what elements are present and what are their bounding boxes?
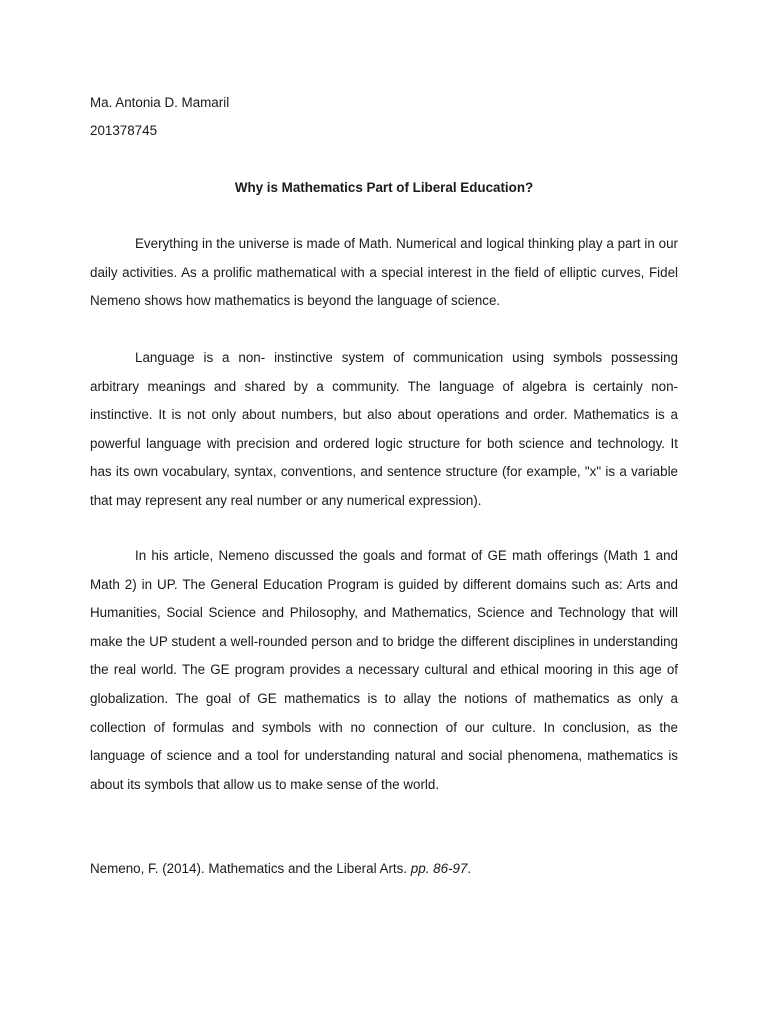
paragraph-intro: Everything in the universe is made of Math. Numerical and logical thinking play a part in our daily activities. As a prolific mathematical with a special interest in the field of elliptic curves, Fidel Nemeno shows how mathematics is beyond the language of science. [90,236,678,309]
student-id: 201378745 [90,123,158,138]
essay-title: Why is Mathematics Part of Liberal Education? [234,180,534,195]
citation-end: . [467,861,472,876]
citation [90,855,678,884]
citation-pages: pp. 86-97 [410,861,468,876]
paragraph-article: In his article, Nemeno discussed the goals and format of GE math offerings (Math 1 and Math 2) in UP. The General Education Program is guided by different domains such as: Arts and Humanities, Social Science and Philosophy, and Mathematics, Science and Technology that will make the UP student a well-rounded person and to bridge the different disciplines in understanding the real world. The GE program provides a necessary cultural and ethical mooring in this age of globalization. The goal of GE mathematics is to allay the notions of mathematics as only a collection of formulas and symbols with no connection of our culture. In conclusion, as the language of science and a tool for understanding natural and social phenomena, mathematics is about its symbols that allow us to make sense of the world. [90,548,678,792]
citation-text: Nemeno, F. (2014). Mathematics and the Liberal Arts. [90,861,411,876]
author-name: Ma. Antonia D. Mamaril [90,95,230,110]
paragraph-language: Language is a non- instinctive system of communication using symbols possessing arbitrary meanings and shared by a community. The language of algebra is certainly non-instinctive. It is not only about numbers, but also about operations and order. Mathematics is a powerful language with precision and ordered logic structure for both science and technology. It has its own vocabulary, syntax, conventions, and sentence structure (for example, "x" is a variable that may represent any real number or any numerical expression). [90,350,678,508]
